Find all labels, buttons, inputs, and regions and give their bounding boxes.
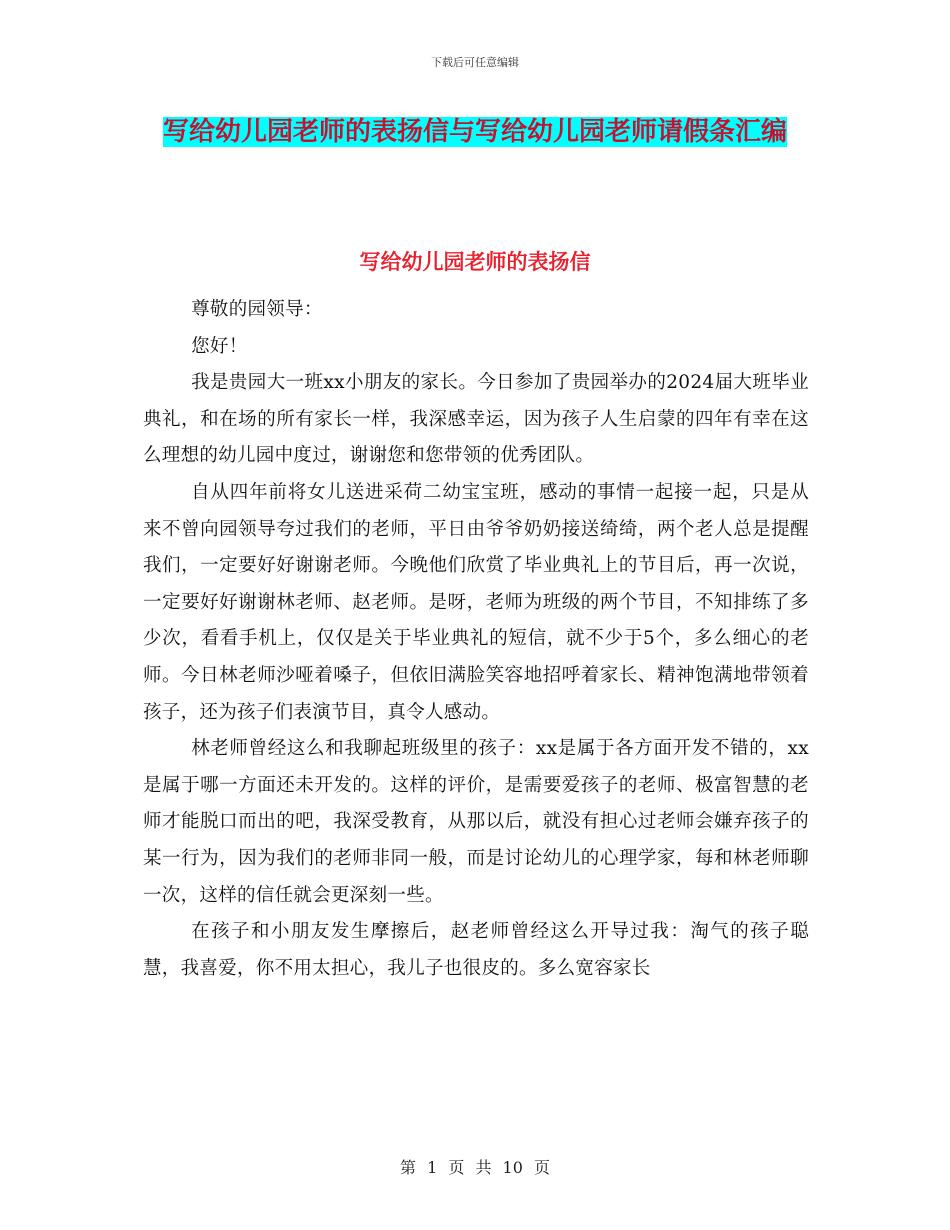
greeting: 您好！ bbox=[191, 335, 248, 357]
paragraph: 在孩子和小朋友发生摩擦后，赵老师曾经这么开导过我：淘气的孩子聪慧，我喜爱，你不用太担心，我儿子也很皮的。多么宽容家长 bbox=[143, 921, 809, 979]
paragraph: 林老师曾经这么和我聊起班级里的孩子：xx是属于各方面开发不错的，xx是属于哪一方面还未开发的。这样的评价，是需要爱孩子的老师、极富智慧的老师才能脱口而出的吧，我深受教育，从那以后，就没有担心过老师会嫌弃孩子的某一行为，因为我们的老师非同一般，而是讨论幼儿的心理学家，每和林老师聊一次，这样的信任就会更深刻一些。 bbox=[143, 738, 809, 906]
page-number-footer: 第 1 页 共 10 页 bbox=[400, 1158, 550, 1177]
page-header-note: 下载后可任意编辑 bbox=[431, 56, 519, 69]
section-title: 写给幼儿园老师的表扬信 bbox=[359, 250, 591, 274]
salutation: 尊敬的园领导： bbox=[191, 299, 323, 320]
paragraph: 我是贵园大一班xx小朋友的家长。今日参加了贵园举办的2024届大班毕业典礼，和在场的所有家长一样，我深感幸运，因为孩子人生启蒙的四年有幸在这么理想的幼儿园中度过，谢谢您和您带领的优秀团队。 bbox=[143, 372, 809, 467]
letter-body bbox=[143, 292, 809, 987]
document-title bbox=[140, 110, 810, 154]
paragraph: 自从四年前将女儿送进采荷二幼宝宝班，感动的事情一起接一起，只是从来不曾向园领导夸过我们的老师，平日由爷爷奶奶接送绮绮，两个老人总是提醒我们，一定要好好谢谢老师。今晚他们欣赏了毕业典礼上的节目后，再一次说，一定要好好谢谢林老师、赵老师。是呀，老师为班级的两个节目，不知排练了多少次，看看手机上，仅仅是关于毕业典礼的短信，就不少于5个，多么细心的老师。今日林老师沙哑着嗓子，但依旧满脸笑容地招呼着家长、精神饱满地带领着孩子，还为孩子们表演节目，真令人感动。 bbox=[143, 481, 809, 723]
document-title-text: 写给幼儿园老师的表扬信与写给幼儿园老师请假条汇编 bbox=[162, 117, 787, 147]
